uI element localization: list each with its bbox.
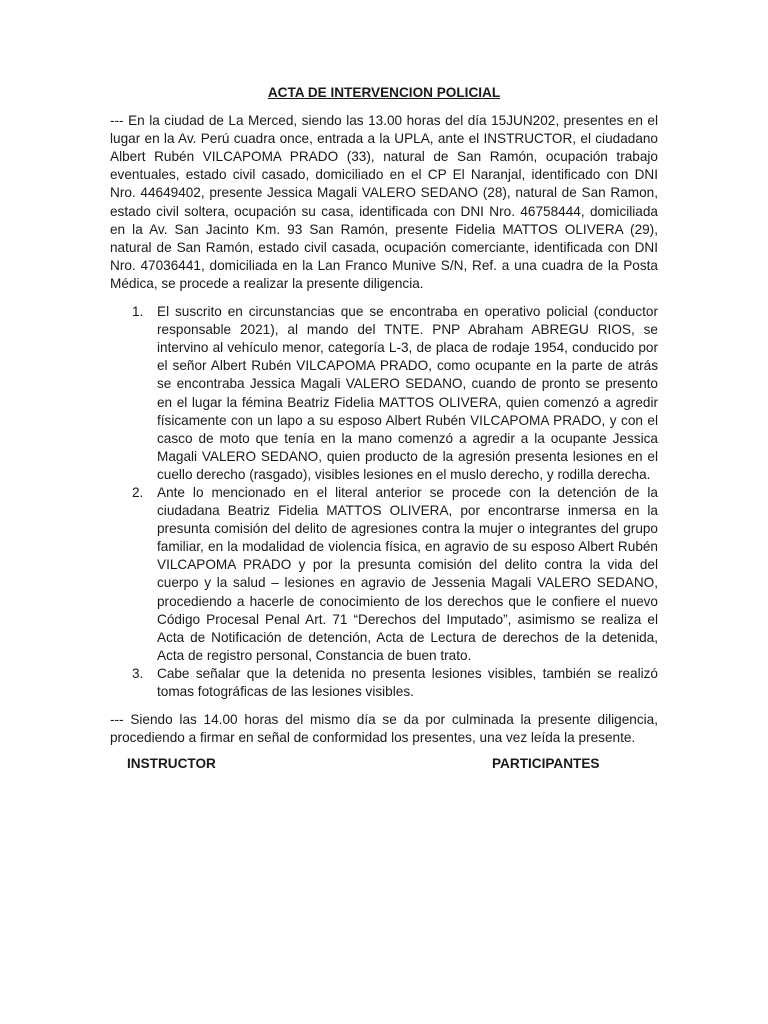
list-item-text: Cabe señalar que la detenida no presenta lesiones visibles, también se realizó tomas fotográficas de las lesiones visibles. (157, 665, 658, 699)
list-item-number: 3. (132, 665, 144, 681)
signature-participants-label: PARTICIPANTES (492, 756, 600, 772)
list-item (110, 484, 658, 665)
signature-instructor-label: INSTRUCTOR (127, 756, 216, 772)
document-page (110, 84, 658, 775)
list-item-number: 1. (132, 304, 144, 320)
signature-block (110, 755, 658, 775)
list-item-text: El suscrito en circunstancias que se encontraba en operativo policial (conductor responsable 2021), al mando del TNTE. PNP Abraham ABREGU RIOS, se intervino al vehículo menor, categoría L-3, de placa de rodaje 1954, conducido por el señor Albert Rubén VILCAPOMA PRADO, como ocupante en la parte de atrás se encontraba Jessica Magali VALERO SEDANO, cuando de pronto se presento en el lugar la fémina Beatriz Fidelia MATTOS OLIVERA, quien comenzó a agredir físicamente con un lapo a su esposo Albert Rubén VILCAPOMA PRADO, y con el casco de moto que tenía en la mano comenzó a agredir a la ocupante Jessica Magali VALERO SEDANO, quien producto de la agresión presenta lesiones en el cuello derecho (rasgado), visibles lesiones en el muslo derecho, y rodilla derecha. (157, 304, 658, 482)
closing-paragraph: --- Siendo las 14.00 horas del mismo día se da por culminada la presente diligencia, procediendo a firmar en señal de conformidad los presentes, una vez leída la presente. (110, 712, 658, 746)
intro-paragraph: --- En la ciudad de La Merced, siendo las 13.00 horas del día 15JUN202, presentes en el lugar en la Av. Perú cuadra once, entrada a la UPLA, ante el INSTRUCTOR, el ciudadano Albert Rubén VILCAPOMA PRADO (33), natural de San Ramón, ocupación trabajo eventuales, estado civil casado, domiciliado en el CP El Naranjal, identificado con DNI Nro. 44649402, presente Jessica Magali VALERO SEDANO (28), natural de San Ramon, estado civil soltera, ocupación su casa, identificada con DNI Nro. 46758444, domiciliada en la Av. San Jacinto Km. 93 San Ramón, presente Fidelia MATTOS OLIVERA (29), natural de San Ramón, estado civil casada, ocupación comerciante, identificada con DNI Nro. 47036441, domiciliada en la Lan Franco Munive S/N, Ref. a una cuadra de la Posta Médica, se procede a realizar la presente diligencia. (110, 113, 658, 291)
list-item-number: 2. (132, 484, 144, 500)
document-title: ACTA DE INTERVENCION POLICIAL (267, 85, 501, 100)
list-item-text: Ante lo mencionado en el literal anterior se procede con la detención de la ciudadana Beatriz Fidelia MATTOS OLIVERA, por encontrarse inmersa en la presunta comisión del delito de agresiones contra la mujer o integrantes del grupo familiar, en la modalidad de violencia física, en agravio de su esposo Albert Rubén VILCAPOMA PRADO y por la presunta comisión del delito contra la vida del cuerpo y la salud – lesiones en agravio de Jessenia Magali VALERO SEDANO, procediendo a hacerle de conocimiento de los derechos que le confiere el nuevo Código Procesal Penal Art. 71 “Derechos del Imputado”, asimismo se realiza el Acta de Notificación de detención, Acta de Lectura de derechos de la detenida, Acta de registro personal, Constancia de buen trato. (157, 484, 658, 663)
list-item (110, 665, 658, 701)
numbered-list (110, 303, 658, 701)
list-item (110, 303, 658, 484)
